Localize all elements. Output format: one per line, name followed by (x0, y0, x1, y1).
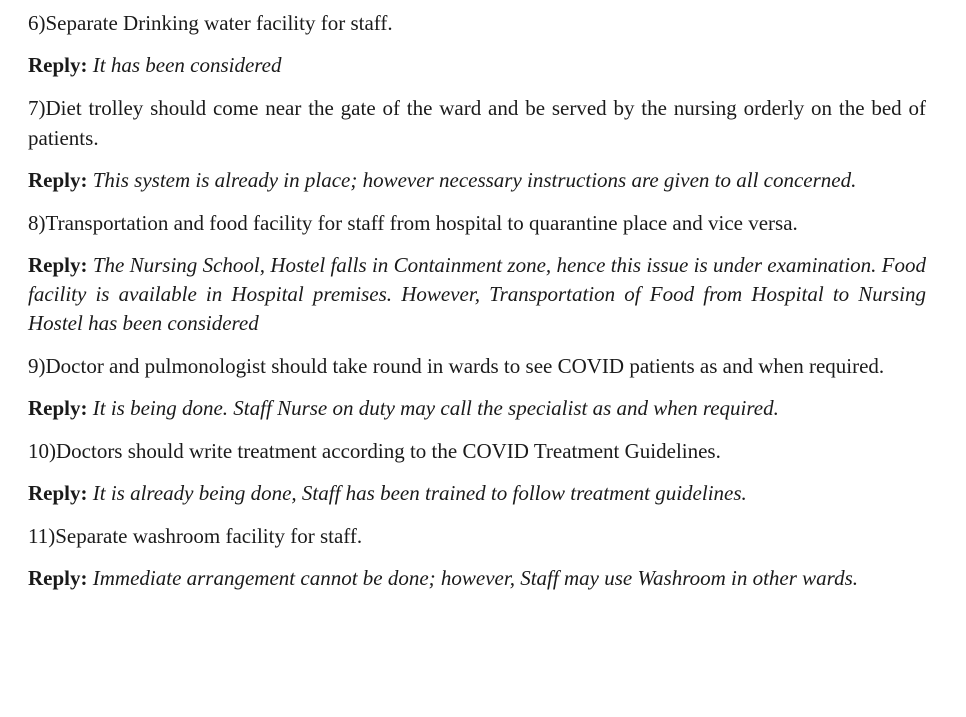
reply-text: It has been considered (92, 53, 282, 77)
reply-11 (28, 564, 926, 593)
reply-6 (28, 51, 926, 80)
point-10: 10)Doctors should write treatment according to the COVID Treatment Guidelines. (28, 439, 721, 463)
reply-label: Reply: (28, 396, 88, 420)
reply-text: The Nursing School, Hostel falls in Containment zone, hence this issue is under examination. Food facility is available in Hospital premises. However, Transportation of Food from Hospital to Nursing Hostel has been considered (28, 253, 926, 335)
reply-9 (28, 394, 926, 423)
reply-label: Reply: (28, 253, 88, 277)
reply-label: Reply: (28, 481, 88, 505)
point-7: 7)Diet trolley should come near the gate of the ward and be served by the nursing orderly on the bed of patients. (28, 96, 926, 150)
point-11: 11)Separate washroom facility for staff. (28, 524, 363, 548)
point-9: 9)Doctor and pulmonologist should take round in wards to see COVID patients as and when required. (28, 354, 885, 378)
reply-text: Immediate arrangement cannot be done; however, Staff may use Washroom in other wards. (92, 566, 858, 590)
reply-label: Reply: (28, 168, 88, 192)
reply-7 (28, 166, 926, 195)
reply-label: Reply: (28, 53, 88, 77)
document-page (28, 8, 926, 606)
reply-text: This system is already in place; however necessary instructions are given to all concerned. (92, 168, 857, 192)
reply-text: It is being done. Staff Nurse on duty may call the specialist as and when required. (92, 396, 779, 420)
reply-label: Reply: (28, 566, 88, 590)
reply-10 (28, 479, 926, 508)
reply-8 (28, 251, 926, 338)
reply-text: It is already being done, Staff has been trained to follow treatment guidelines. (92, 481, 747, 505)
point-8: 8)Transportation and food facility for staff from hospital to quarantine place and vice versa. (28, 211, 798, 235)
point-6: 6)Separate Drinking water facility for staff. (28, 11, 393, 35)
